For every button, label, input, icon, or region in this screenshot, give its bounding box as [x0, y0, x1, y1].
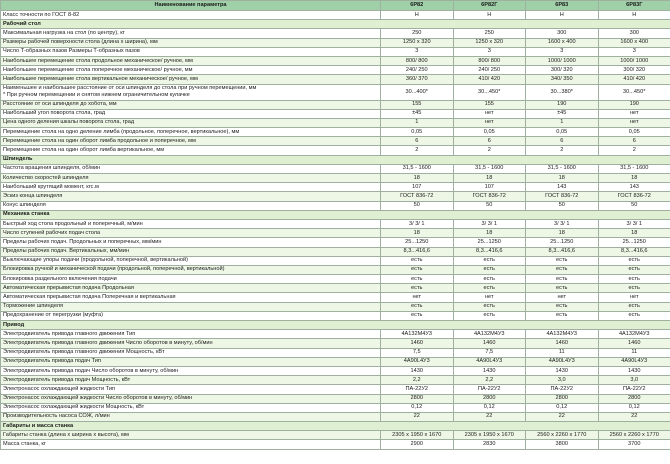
value-cell: 6: [526, 137, 599, 146]
value-cell: 340/ 350: [526, 75, 599, 84]
value-cell: нет: [598, 293, 670, 302]
value-cell: есть: [526, 265, 599, 274]
value-cell: нет: [598, 109, 670, 118]
value-cell: 50: [526, 201, 599, 210]
parameter-label: Размеры рабочей поверхности стола (длина х ширина), мм: [1, 38, 381, 47]
value-cell: 7,5: [381, 348, 454, 357]
value-cell: 4А90L4У3: [598, 357, 670, 366]
parameter-footnote: * При ручном перемещении и снятом нижнем ограничительном кулачке: [3, 92, 190, 98]
value-cell: есть: [526, 275, 599, 284]
value-cell: ПА-22У2: [598, 385, 670, 394]
value-cell: 2560 х 2260 х 1770: [526, 431, 599, 440]
table-row: [1, 109, 670, 118]
table-row: [1, 238, 670, 247]
value-cell: 3: [453, 47, 526, 56]
parameter-label: [1, 84, 381, 100]
value-cell: 3: [598, 47, 670, 56]
value-cell: 2800: [381, 394, 454, 403]
header-model-6r82g: 6Р82Г: [453, 1, 526, 11]
table-row: [1, 412, 670, 421]
value-cell: есть: [381, 311, 454, 320]
value-cell: 2: [526, 146, 599, 155]
parameter-label: Электродвигатель привода подач Число оборотов в минуту, об/мин: [1, 366, 381, 375]
value-cell: 8,3...416,6: [453, 247, 526, 256]
value-cell: 240/ 250: [381, 66, 454, 75]
table-row: [1, 183, 670, 192]
value-cell: 1460: [598, 339, 670, 348]
value-cell: ГОСТ 836-72: [381, 192, 454, 201]
value-cell: нет: [381, 293, 454, 302]
value-cell: 3700: [598, 440, 670, 449]
value-cell: 155: [453, 100, 526, 109]
table-row: [1, 394, 670, 403]
value-cell: 2,2: [453, 376, 526, 385]
value-cell: 22: [526, 412, 599, 421]
section-title: Рабочий стол: [1, 20, 670, 29]
parameter-label: Блокировка ручной и механической подачи (продольной, поперечной, вертикальной): [1, 265, 381, 274]
table-row: [1, 256, 670, 265]
section-row: [1, 210, 670, 219]
table-row: [1, 174, 670, 183]
section-title: Шпиндель: [1, 155, 670, 164]
value-cell: 1: [381, 118, 454, 127]
value-cell: 11: [526, 348, 599, 357]
value-cell: 7,5: [453, 348, 526, 357]
value-cell: 2: [598, 146, 670, 155]
value-cell: 30...450*: [453, 84, 526, 100]
table-row: [1, 56, 670, 65]
parameter-label: Наибольшее перемещение стола поперечное механическое/ ручное, мм: [1, 66, 381, 75]
table-row: [1, 302, 670, 311]
value-cell: 0,05: [453, 128, 526, 137]
value-cell: 31,5 - 1600: [526, 164, 599, 173]
value-cell: 3,0: [598, 376, 670, 385]
value-cell: 1600 х 400: [598, 38, 670, 47]
parameter-label: Число ступеней рабочих подач стола: [1, 229, 381, 238]
table-body: [1, 11, 670, 450]
value-cell: ПА-22У2: [381, 385, 454, 394]
table-row: [1, 229, 670, 238]
value-cell: 240/ 250: [453, 66, 526, 75]
parameter-label: Электродвигатель привода главного движения Тип: [1, 330, 381, 339]
value-cell: 2800: [453, 394, 526, 403]
parameter-label: Перемещение стола на одно деление лимба (продольное, поперечное, вертикальное), мм: [1, 128, 381, 137]
value-cell: 31,5 - 1600: [381, 164, 454, 173]
value-cell: 300/ 320: [598, 66, 670, 75]
header-model-6r83: 6Р83: [526, 1, 599, 11]
parameter-label: Пределы рабочих подач. Вертикальных, мм/мин: [1, 247, 381, 256]
table-row: [1, 440, 670, 449]
parameter-label: Электродвигатель привода главного движения Число оборотов в минуту, об/мин: [1, 339, 381, 348]
value-cell: 31,5 - 1600: [453, 164, 526, 173]
value-cell: 2830: [453, 440, 526, 449]
value-cell: 2800: [598, 394, 670, 403]
value-cell: 3: [526, 47, 599, 56]
section-title: Механика станка: [1, 210, 670, 219]
value-cell: есть: [381, 256, 454, 265]
value-cell: 4А132М4У3: [381, 330, 454, 339]
table-row: [1, 75, 670, 84]
header-model-6r83g: 6Р83Г: [598, 1, 670, 11]
parameter-label: Электронасос охлаждающей жидкости Мощность, кВт: [1, 403, 381, 412]
value-cell: есть: [453, 302, 526, 311]
value-cell: 50: [598, 201, 670, 210]
value-cell: есть: [526, 284, 599, 293]
value-cell: 250: [381, 29, 454, 38]
parameter-label: Пределы рабочих подач. Продольных и поперечных, мм/мин: [1, 238, 381, 247]
value-cell: 3: [381, 47, 454, 56]
section-row: [1, 422, 670, 431]
parameter-label: Перемещение стола на один оборот лимба продольное и поперечное, мм: [1, 137, 381, 146]
table-row: [1, 137, 670, 146]
parameter-label: Быстрый ход стола продольный и поперечный, м/мин: [1, 219, 381, 228]
value-cell: нет: [526, 293, 599, 302]
value-cell: 1: [526, 118, 599, 127]
header-model-6r82: 6Р82: [381, 1, 454, 11]
value-cell: 143: [598, 183, 670, 192]
parameter-label: Электродвигатель привода главного движения Мощность, кВт: [1, 348, 381, 357]
value-cell: 300: [598, 29, 670, 38]
value-cell: есть: [453, 311, 526, 320]
value-cell: есть: [598, 284, 670, 293]
table-row: [1, 29, 670, 38]
value-cell: 1460: [526, 339, 599, 348]
parameter-label: Электродвигатель привода подач Мощность, кВт: [1, 376, 381, 385]
table-row: [1, 146, 670, 155]
value-cell: 30...450*: [598, 84, 670, 100]
value-cell: 18: [598, 174, 670, 183]
parameter-label: Блокировка раздельного включения подачи: [1, 275, 381, 284]
value-cell: Н: [381, 11, 454, 20]
header-parameter: Наименование параметра: [1, 1, 381, 11]
value-cell: есть: [598, 275, 670, 284]
table-row: [1, 330, 670, 339]
parameter-label: Число Т-образных пазов Размеры Т-образных пазов: [1, 47, 381, 56]
value-cell: 18: [598, 229, 670, 238]
table-row: [1, 201, 670, 210]
value-cell: 25...1250: [453, 238, 526, 247]
section-title: Габариты и масса станка: [1, 422, 670, 431]
value-cell: 1460: [381, 339, 454, 348]
value-cell: 25...1250: [381, 238, 454, 247]
table-row: [1, 385, 670, 394]
parameter-label: Класс точности по ГОСТ 8-82: [1, 11, 381, 20]
table-header-row: [1, 1, 670, 11]
value-cell: 250: [453, 29, 526, 38]
value-cell: 1460: [453, 339, 526, 348]
table-row: [1, 118, 670, 127]
value-cell: 30...380*: [526, 84, 599, 100]
table-row: [1, 403, 670, 412]
value-cell: 4А132М4У3: [526, 330, 599, 339]
value-cell: 800/ 800: [453, 56, 526, 65]
section-row: [1, 20, 670, 29]
value-cell: 0,12: [453, 403, 526, 412]
table-row: [1, 11, 670, 20]
value-cell: ПА-22У2: [453, 385, 526, 394]
value-cell: нет: [598, 118, 670, 127]
value-cell: 3800: [526, 440, 599, 449]
value-cell: 1430: [526, 366, 599, 375]
parameter-label: Выключающие упоры подачи (продольной, поперечной, вертикальной): [1, 256, 381, 265]
value-cell: 1250 х 320: [381, 38, 454, 47]
value-cell: 4А90L4У3: [526, 357, 599, 366]
value-cell: 3/ 3/ 1: [381, 219, 454, 228]
parameter-label: Максимальная нагрузка на стол (по центру), кг: [1, 29, 381, 38]
value-cell: 143: [526, 183, 599, 192]
table-row: [1, 192, 670, 201]
value-cell: 190: [598, 100, 670, 109]
value-cell: 3/ 3/ 1: [453, 219, 526, 228]
parameter-label: Автоматическая прерывистая подача Продольная: [1, 284, 381, 293]
value-cell: 4А90L4У3: [381, 357, 454, 366]
value-cell: 0,05: [381, 128, 454, 137]
parameter-label: Наибольший угол поворота стола, град: [1, 109, 381, 118]
table-row: [1, 128, 670, 137]
parameter-label: Масса станка, кг: [1, 440, 381, 449]
table-row: [1, 348, 670, 357]
value-cell: есть: [381, 284, 454, 293]
value-cell: 2,2: [381, 376, 454, 385]
value-cell: нет: [453, 118, 526, 127]
value-cell: 410/ 420: [598, 75, 670, 84]
value-cell: 2: [453, 146, 526, 155]
parameter-label: Наибольшее перемещение стола продольное механическое/ ручное, мм: [1, 56, 381, 65]
table-row: [1, 431, 670, 440]
table-row: [1, 66, 670, 75]
value-cell: 300/ 320: [526, 66, 599, 75]
value-cell: 0,12: [598, 403, 670, 412]
value-cell: 0,05: [526, 128, 599, 137]
parameter-label: Электродвигатель привода подач Тип: [1, 357, 381, 366]
section-row: [1, 321, 670, 330]
value-cell: 2900: [381, 440, 454, 449]
value-cell: ±45: [526, 109, 599, 118]
parameter-label: Наибольший крутящий момент, кгс.м: [1, 183, 381, 192]
table-row: [1, 265, 670, 274]
value-cell: есть: [453, 275, 526, 284]
value-cell: 155: [381, 100, 454, 109]
value-cell: 4А90L4У3: [453, 357, 526, 366]
value-cell: 8,3...416,6: [526, 247, 599, 256]
value-cell: 0,05: [598, 128, 670, 137]
value-cell: 107: [453, 183, 526, 192]
value-cell: 8,3...416,6: [381, 247, 454, 256]
value-cell: 1430: [453, 366, 526, 375]
parameter-label: Частота вращения шпинделя, об/мин: [1, 164, 381, 173]
value-cell: 11: [598, 348, 670, 357]
parameter-label: Автоматическая прерывистая подача Поперечная и вертикальная: [1, 293, 381, 302]
table-row: [1, 366, 670, 375]
value-cell: есть: [526, 311, 599, 320]
parameter-label: Количество скоростей шпинделя: [1, 174, 381, 183]
table-row: [1, 376, 670, 385]
value-cell: 1250 х 320: [453, 38, 526, 47]
parameter-label: Наибольшее перемещение стола вертикальное механическое/ ручное, мм: [1, 75, 381, 84]
value-cell: 2800: [526, 394, 599, 403]
value-cell: 4А132М4У3: [453, 330, 526, 339]
value-cell: есть: [526, 302, 599, 311]
section-row: [1, 155, 670, 164]
value-cell: 18: [453, 174, 526, 183]
parameter-label: Торможение шпинделя: [1, 302, 381, 311]
parameter-label: Электронасос охлаждающей жидкости Число оборотов в минуту, об/мин: [1, 394, 381, 403]
table-row: [1, 247, 670, 256]
value-cell: 800/ 800: [381, 56, 454, 65]
value-cell: Н: [526, 11, 599, 20]
value-cell: 4А132М4У3: [598, 330, 670, 339]
table-row: [1, 38, 670, 47]
value-cell: есть: [453, 256, 526, 265]
value-cell: есть: [598, 265, 670, 274]
value-cell: 30...400*: [381, 84, 454, 100]
value-cell: 18: [381, 229, 454, 238]
value-cell: 2305 х 1950 х 1670: [381, 431, 454, 440]
table-row: [1, 357, 670, 366]
value-cell: 0,12: [381, 403, 454, 412]
parameter-label: Конус шпинделя: [1, 201, 381, 210]
value-cell: 22: [453, 412, 526, 421]
value-cell: Н: [598, 11, 670, 20]
table-row: [1, 219, 670, 228]
value-cell: есть: [598, 256, 670, 265]
table-row: [1, 293, 670, 302]
table-row: [1, 47, 670, 56]
value-cell: 107: [381, 183, 454, 192]
value-cell: 18: [526, 174, 599, 183]
parameter-label: Производительность насоса СОЖ, л/мин: [1, 412, 381, 421]
value-cell: ГОСТ 836-72: [526, 192, 599, 201]
value-cell: 8,3...416,6: [598, 247, 670, 256]
table-row: [1, 84, 670, 100]
value-cell: 1000/ 1000: [526, 56, 599, 65]
table-row: [1, 275, 670, 284]
value-cell: есть: [598, 311, 670, 320]
value-cell: ПА-22У2: [526, 385, 599, 394]
value-cell: есть: [598, 302, 670, 311]
value-cell: есть: [381, 275, 454, 284]
value-cell: 410/ 420: [453, 75, 526, 84]
value-cell: нет: [453, 109, 526, 118]
value-cell: нет: [453, 293, 526, 302]
value-cell: 50: [453, 201, 526, 210]
value-cell: 6: [453, 137, 526, 146]
table-row: [1, 339, 670, 348]
value-cell: 1430: [381, 366, 454, 375]
parameter-label: Габариты станка (длина х ширина х высота), мм: [1, 431, 381, 440]
value-cell: 31,5 - 1600: [598, 164, 670, 173]
value-cell: есть: [453, 284, 526, 293]
value-cell: 22: [381, 412, 454, 421]
table-row: [1, 164, 670, 173]
section-title: Привод: [1, 321, 670, 330]
parameter-label: Предохранение от перегрузки (муфта): [1, 311, 381, 320]
parameter-label: Перемещение стола на один оборот лимба вертикальное, мм: [1, 146, 381, 155]
value-cell: 2305 х 1950 х 1670: [453, 431, 526, 440]
value-cell: 3,0: [526, 376, 599, 385]
parameter-label: Расстояние от оси шпинделя до хобота, мм: [1, 100, 381, 109]
value-cell: 1000/ 1000: [598, 56, 670, 65]
value-cell: 2560 х 2260 х 1770: [598, 431, 670, 440]
value-cell: 50: [381, 201, 454, 210]
value-cell: ГОСТ 836-72: [598, 192, 670, 201]
value-cell: 2: [381, 146, 454, 155]
table-row: [1, 311, 670, 320]
value-cell: 18: [526, 229, 599, 238]
value-cell: 25...1250: [526, 238, 599, 247]
parameter-label: Цена одного деления шкалы поворота стола, град: [1, 118, 381, 127]
value-cell: есть: [526, 256, 599, 265]
value-cell: 3/ 3/ 1: [526, 219, 599, 228]
value-cell: 18: [453, 229, 526, 238]
value-cell: 360/ 370: [381, 75, 454, 84]
value-cell: 3/ 3/ 1: [598, 219, 670, 228]
parameter-label-line: Наименьшее и наибольшее расстояние от оси шпинделя до стола при ручном перемещении, мм: [3, 85, 257, 91]
table-row: [1, 284, 670, 293]
value-cell: есть: [381, 265, 454, 274]
value-cell: Н: [453, 11, 526, 20]
value-cell: 6: [598, 137, 670, 146]
value-cell: 22: [598, 412, 670, 421]
value-cell: 1430: [598, 366, 670, 375]
value-cell: 6: [381, 137, 454, 146]
value-cell: 300: [526, 29, 599, 38]
value-cell: 0,12: [526, 403, 599, 412]
value-cell: есть: [453, 265, 526, 274]
value-cell: 25...1250: [598, 238, 670, 247]
value-cell: 190: [526, 100, 599, 109]
parameter-label: Электронасос охлаждающей жидкости Тип: [1, 385, 381, 394]
value-cell: есть: [381, 302, 454, 311]
value-cell: ±45: [381, 109, 454, 118]
value-cell: 18: [381, 174, 454, 183]
table-row: [1, 100, 670, 109]
value-cell: 1600 х 400: [526, 38, 599, 47]
value-cell: ГОСТ 836-72: [453, 192, 526, 201]
parameter-label: Эскиз конца шпинделя: [1, 192, 381, 201]
